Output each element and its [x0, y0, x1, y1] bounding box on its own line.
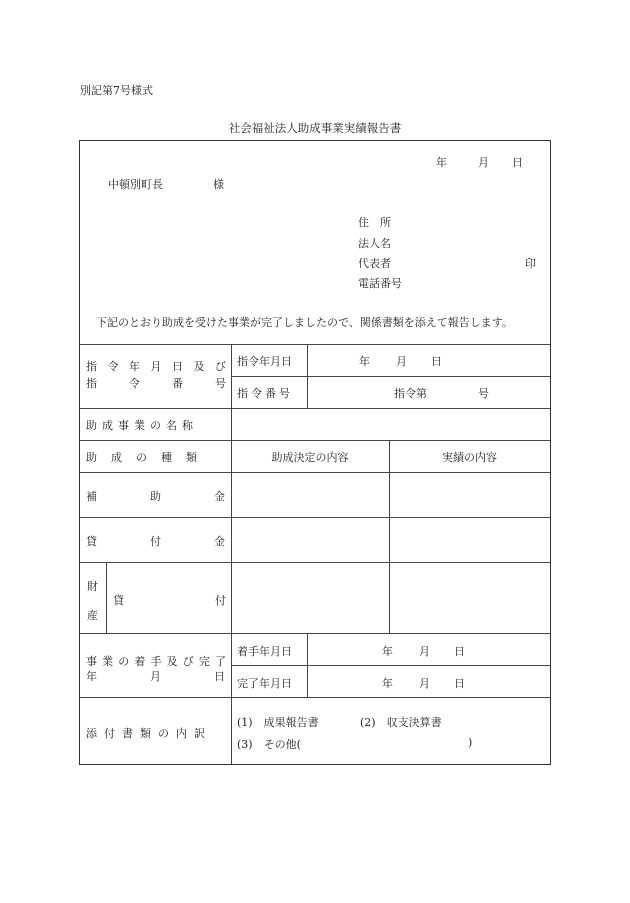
start-month: 月 — [419, 645, 430, 658]
attach-item-2: (2) 収支決算書 — [360, 716, 442, 729]
subsidy-label-2: 助 — [150, 490, 161, 503]
directive-date-year: 年 — [359, 355, 370, 368]
attach-item-3: (3) その他( — [237, 738, 301, 751]
directive-label-2: 指 令 番 号 — [86, 377, 226, 390]
loan-label-2: 付 — [150, 535, 161, 548]
intro-text: 下記のとおり助成を受けた事業が完了しましたので、関係書類を添えて報告します。 — [96, 316, 513, 329]
directive-no-suffix: 号 — [478, 387, 489, 400]
start-label: 着手年月日 — [237, 645, 292, 658]
phone-label: 電話番号 — [358, 277, 402, 290]
col-decision-header: 助成決定の内容 — [271, 451, 349, 464]
date-year: 年 — [436, 156, 447, 169]
form-frame — [79, 140, 551, 765]
directive-label-1: 指 令 年 月 日 及 び — [86, 360, 226, 373]
subsidy-label-3: 金 — [214, 490, 225, 503]
end-label: 完了年月日 — [237, 677, 292, 690]
address-label: 住 所 — [358, 216, 391, 229]
date-day: 日 — [512, 156, 523, 169]
period-label-2c: 日 — [214, 670, 225, 683]
end-year: 年 — [382, 677, 393, 690]
start-day: 日 — [454, 645, 465, 658]
seal-mark: 印 — [525, 257, 536, 270]
form-number: 別記第7号様式 — [80, 84, 153, 97]
property-loan-label-2: 付 — [215, 594, 226, 607]
date-month: 月 — [478, 156, 489, 169]
directive-date-label: 指令年月日 — [237, 355, 292, 368]
directive-date-day: 日 — [431, 355, 442, 368]
loan-label-1: 貸 — [86, 535, 97, 548]
corp-name-label: 法人名 — [358, 237, 391, 250]
end-day: 日 — [454, 677, 465, 690]
period-label-2b: 月 — [150, 670, 161, 683]
subsidy-label-1: 補 — [86, 490, 97, 503]
col-actual-header: 実績の内容 — [442, 451, 497, 464]
property-label-1: 財 — [87, 580, 98, 593]
addressee-name: 中頓別町長 — [108, 178, 163, 191]
type-label: 助成の種類 — [86, 451, 211, 464]
document-title: 社会福祉法人助成事業実績報告書 — [228, 121, 402, 135]
directive-no-prefix: 指令第 — [394, 387, 427, 400]
period-label-2a: 年 — [86, 670, 97, 683]
representative-label: 代表者 — [358, 257, 391, 270]
addressee-honorific: 様 — [213, 178, 224, 191]
attach-item-1: (1) 成果報告書 — [237, 716, 319, 729]
start-year: 年 — [382, 645, 393, 658]
attach-label: 添付書類の内訳 — [86, 727, 212, 740]
project-name-label: 助成事業の名称 — [86, 419, 198, 432]
end-month: 月 — [419, 677, 430, 690]
loan-label-3: 金 — [214, 535, 225, 548]
directive-date-month: 月 — [396, 355, 407, 368]
directive-no-label: 指令番号 — [237, 387, 293, 400]
property-loan-label-1: 貸 — [113, 594, 124, 607]
property-label-2: 産 — [87, 609, 98, 622]
period-label-1: 事 業 の 着 手 及 び 完 了 — [86, 655, 226, 668]
attach-item-3-close: ) — [468, 736, 473, 749]
